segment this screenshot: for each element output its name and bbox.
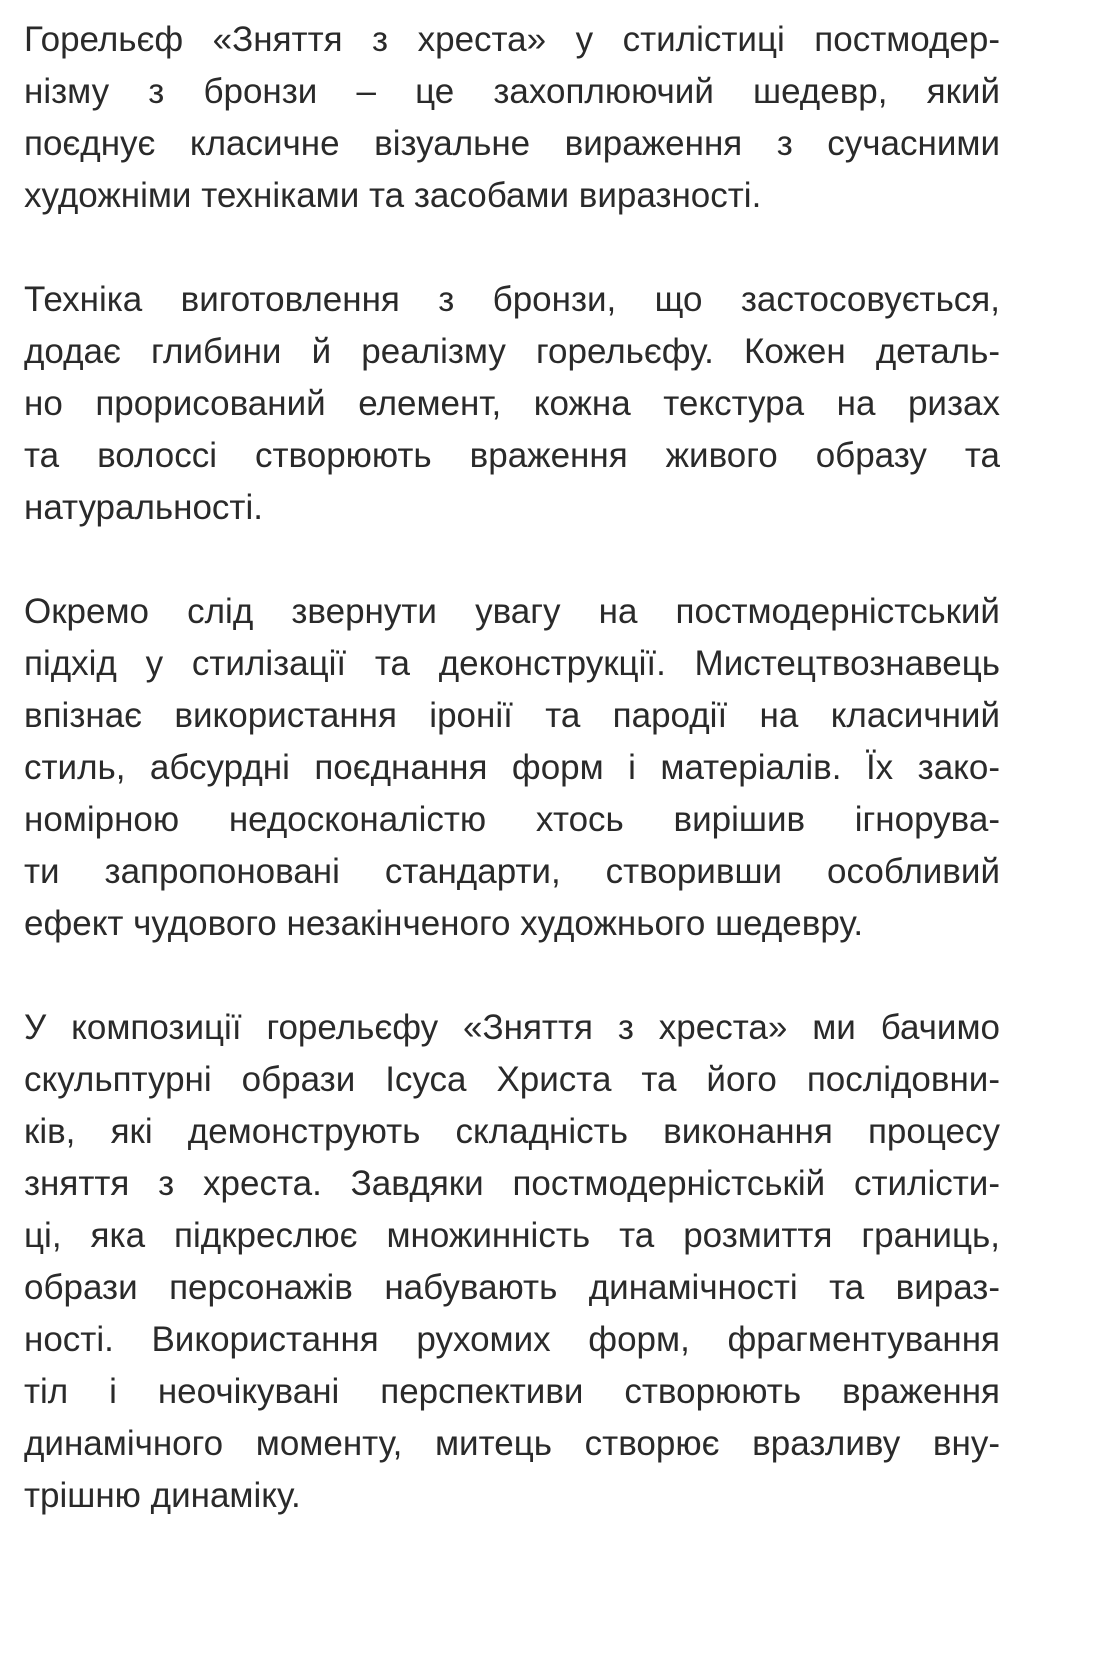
text-line: Техніка виготовлення з бронзи, що застосовується, bbox=[24, 280, 1000, 319]
text-line: художніми техніками та засобами виразності. bbox=[24, 176, 762, 215]
text-line: У композиції горельєфу «Зняття з хреста» ми бачимо bbox=[24, 1008, 1000, 1047]
article-text bbox=[24, 14, 1000, 1574]
text-line: Горельєф «Зняття з хреста» у стилістиці постмодер- bbox=[24, 20, 1000, 59]
paragraph-postmodern bbox=[24, 586, 1000, 950]
text-line: ефект чудового незакінченого художнього шедевру. bbox=[24, 904, 864, 943]
text-line: номірною недосконалістю хтось вирішив ігнорува- bbox=[24, 800, 1000, 839]
text-line: зняття з хреста. Завдяки постмодерністській стилісти- bbox=[24, 1164, 1000, 1203]
text-line: ці, яка підкреслює множинність та розмиття границь, bbox=[24, 1216, 1000, 1255]
text-line: стиль, абсурдні поєднання форм і матеріалів. Їх зако- bbox=[24, 748, 1000, 787]
text-line: додає глибини й реалізму горельєфу. Кожен деталь- bbox=[24, 332, 1000, 371]
text-line: натуральності. bbox=[24, 488, 263, 527]
text-line: підхід у стилізації та деконструкції. Мистецтвознавець bbox=[24, 644, 1000, 683]
paragraph-technique bbox=[24, 274, 1000, 534]
text-line: поєднує класичне візуальне вираження з сучасними bbox=[24, 124, 1000, 163]
paragraph-intro bbox=[24, 14, 1000, 222]
text-line: динамічного моменту, митець створює вразливу вну- bbox=[24, 1424, 1000, 1463]
paragraph-composition bbox=[24, 1002, 1000, 1522]
text-line: ти запропоновані стандарти, створивши особливий bbox=[24, 852, 1000, 891]
text-line: тіл і неочікувані перспективи створюють враження bbox=[24, 1372, 1000, 1411]
text-line: трішню динаміку. bbox=[24, 1476, 301, 1515]
text-line: образи персонажів набувають динамічності та вираз- bbox=[24, 1268, 1000, 1307]
text-line: впізнає використання іронії та пародії на класичний bbox=[24, 696, 1000, 735]
text-line: скульптурні образи Ісуса Христа та його послідовни- bbox=[24, 1060, 1000, 1099]
text-line: ків, які демонструють складність виконання процесу bbox=[24, 1112, 1000, 1151]
text-line: нізму з бронзи – це захоплюючий шедевр, який bbox=[24, 72, 1000, 111]
text-line: Окремо слід звернути увагу на постмодерністський bbox=[24, 592, 1000, 631]
text-line: ності. Використання рухомих форм, фрагментування bbox=[24, 1320, 1000, 1359]
text-line: та волоссі створюють враження живого образу та bbox=[24, 436, 1000, 475]
text-line: но прорисований елемент, кожна текстура на ризах bbox=[24, 384, 1000, 423]
